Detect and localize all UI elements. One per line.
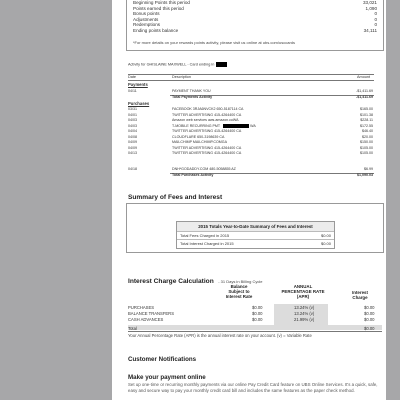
purchase-date: 04/01 (128, 112, 137, 117)
statement-page (112, 0, 386, 400)
interest-row-apr: 13.24% (v) (294, 305, 315, 310)
purchases-label: Purchases (128, 101, 150, 106)
interest-row-charge: $0.00 (364, 311, 375, 316)
balance-header: Balance Subject to Interest Rate (225, 284, 253, 299)
payment-online-text: Set up one-time or recurring monthly payments via our online Pay Credit Card feature on UBS Online Services. It's a quick, safe, easy and secure way to pay your monthly credit card bill and includes the same features as the paper check method. (128, 382, 378, 393)
purchase-amount: $105.00 (360, 145, 373, 150)
header-rule (128, 74, 374, 75)
purchase-date: 04/18 (128, 167, 137, 171)
right-background (386, 0, 400, 400)
fees-row: Total Interest Charged in 2015 $0.00 (177, 239, 334, 248)
purchases-total-label: Total Purchases Activity (172, 173, 214, 177)
fees-row: Total Fees Charged in 2015 $0.00 (177, 231, 334, 240)
purchase-amount: $172.55 (360, 123, 373, 128)
rewards-summary-box: Beginning Points this period 33,021 Points earned this period 1,090 Bonus points 0 Adjustments 0 Redemptions 0 Ending points balance 34,111 *For more details on your rewards points activity, please visit us online at ubs.com/usccards (126, 0, 384, 51)
purchase-amount: $46.40 (362, 129, 373, 133)
purchase-date: 04/04 (128, 129, 137, 133)
description-header: Description (172, 75, 191, 79)
purchase-description: MAILCHIMP MAILCHIMP.COMGA (172, 140, 227, 144)
interest-row-charge: $0.00 (364, 305, 375, 310)
purchase-description: T-MOBILE RECURRING PMT WA (172, 123, 256, 128)
interest-row-balance: $0.00 (252, 317, 263, 322)
purchase-description: TWITTER ADVERTISING 415-4264400 CA (172, 112, 242, 117)
interest-total-label: Total (128, 325, 137, 331)
rewards-note: *For more details on your rewards points activity, please visit us online at ubs.com/usccards (133, 40, 295, 45)
purchase-date: 04/13 (128, 151, 137, 155)
purchase-description: TWITTER ADVERTISING 415-4264400 CA (172, 151, 242, 155)
purchase-amount: $150.00 (360, 140, 373, 144)
interest-row-balance: $0.00 (252, 311, 263, 316)
purchase-date: 04/03 (128, 123, 137, 128)
purchase-description: FACEBOOK 3RJA6NVCK2 650-5187114 CA (172, 107, 244, 111)
left-background (0, 0, 112, 400)
interest-row-label: BALANCE TRANSFERS (128, 311, 174, 316)
purchase-date: 04/09 (128, 140, 137, 144)
interest-heading: Interest Charge Calculation - 31 Days in Billing Cycle (128, 278, 263, 285)
purchase-date: 04/03 (128, 118, 137, 122)
purchase-amount: $101.38 (360, 112, 373, 117)
header-rule (128, 80, 374, 81)
redaction-block (223, 124, 249, 128)
payment-amount: -$1,411.69 (356, 89, 373, 93)
purchase-description: Amazon web services aws.amazon.coWA (172, 118, 239, 122)
fees-section-title: Summary of Fees and Interest (128, 194, 223, 201)
purchase-description: TWITTER ADVERTISING 415-4264400 CA (172, 145, 242, 150)
purchase-amount: $20.00 (362, 134, 373, 139)
redaction-block (216, 62, 227, 67)
charge-header: Interest Charge (352, 290, 368, 300)
purchase-description: DNH*GODADDY.COM 480-5058855 AZ (172, 167, 236, 171)
payments-label: Payments (128, 82, 148, 87)
purchases-total-amount: $1,090.03 (357, 173, 373, 177)
interest-row-balance: $0.00 (252, 305, 263, 310)
purchase-amount: $6.99 (364, 167, 373, 171)
purchase-amount: $228.11 (360, 118, 373, 122)
payment-description: PAYMENT THANK YOU (172, 89, 211, 93)
notifications-title: Customer Notifications (128, 356, 197, 363)
interest-row-apr: 13.24% (v) (294, 311, 315, 316)
payments-total-amount: -$1,411.69 (356, 95, 373, 99)
interest-row-label: CASH ADVANCES (128, 317, 164, 322)
total-row-shade (128, 325, 382, 330)
interest-row-apr: 21.99% (v) (294, 317, 315, 322)
purchase-description: CLOUDFLARE 650-3198639 CA (172, 134, 225, 139)
purchase-date: 04/08 (128, 134, 137, 139)
interest-total-charge: $0.00 (364, 325, 375, 331)
apr-header: ANNUAL PERCENTAGE RATE (APR) (281, 284, 325, 299)
payment-date: 04/11 (128, 89, 137, 93)
purchase-amount: $165.00 (360, 107, 373, 111)
fees-box (126, 203, 384, 253)
amount-header: Amount (357, 75, 371, 79)
interest-row-label: PURCHASES (128, 305, 155, 310)
payments-total-label: Total Payments Activity (172, 95, 213, 99)
payment-online-title: Make your payment online (128, 374, 206, 381)
account-line: Activity for GHISLAINE MAXWELL - Card ending in (128, 62, 227, 67)
fees-table (176, 221, 335, 249)
interest-row-charge: $0.00 (364, 317, 375, 322)
purchase-date: 03/31 (128, 107, 137, 111)
purchase-description: TWITTER ADVERTISING 415-4264400 CA (172, 129, 242, 133)
purchase-amount: $105.00 (360, 151, 373, 155)
interest-note: Your Annual Percentage Rate (APR) is the annual interest rate on your account. (v) = Variable Rate (128, 333, 312, 338)
fees-table-title: 2015 Totals Year-to-Date Summary of Fees and Interest (177, 222, 334, 231)
purchase-date: 04/09 (128, 145, 137, 150)
interest-rule (128, 331, 382, 332)
date-header: Date (128, 75, 137, 79)
